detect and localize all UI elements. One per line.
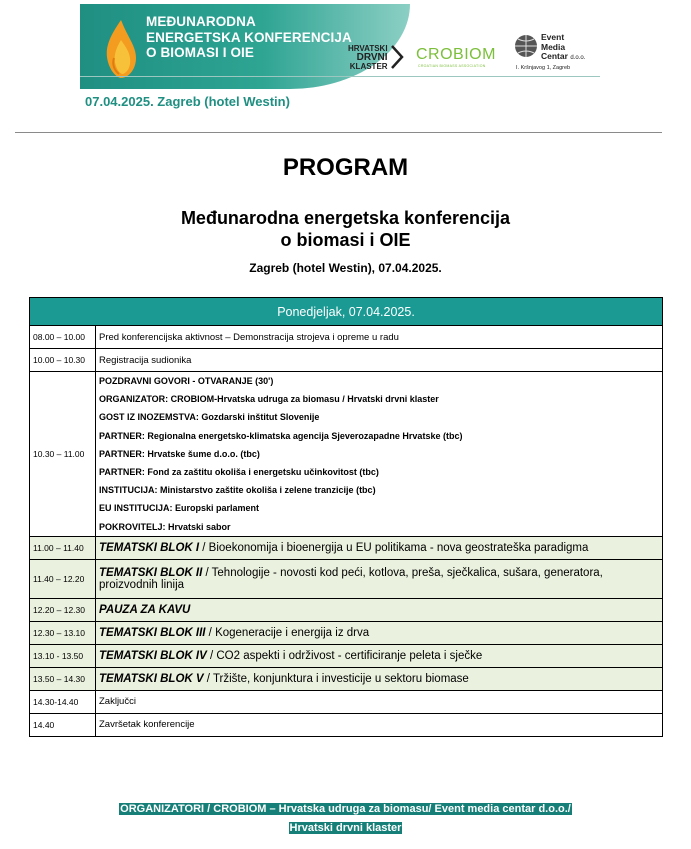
block-name: TEMATSKI BLOK II — [99, 566, 203, 579]
table-row — [30, 349, 663, 372]
activity-cell: Završetak konferencije — [96, 713, 663, 736]
day-header-row — [30, 298, 663, 326]
hdk-logo-line: HRVATSKI — [348, 44, 388, 53]
schedule-table — [29, 297, 663, 737]
day-header: Ponedjeljak, 07.04.2025. — [30, 298, 663, 326]
activity-cell — [96, 667, 663, 690]
banner-title-line: MEĐUNARODNA — [146, 14, 256, 29]
activity-cell — [96, 644, 663, 667]
opening-line: PARTNER: Fond za zaštitu okoliša i energetsku učinkovitost (tbc) — [99, 467, 379, 478]
emc-logo — [541, 33, 585, 64]
banner-title-line: O BIOMASI I OIE — [146, 45, 255, 60]
time-cell: 12.30 – 13.10 — [30, 621, 96, 644]
crobiom-tagline: CROATIAN BIOMASS ASSOCIATION — [418, 64, 486, 68]
table-row — [30, 559, 663, 598]
opening-line: ORGANIZATOR: CROBIOM-Hrvatska udruga za biomasu / Hrvatski drvni klaster — [99, 394, 439, 405]
table-row — [30, 621, 663, 644]
table-row — [30, 326, 663, 349]
footer-text: Hrvatski drvni klaster — [289, 822, 402, 834]
banner-title — [146, 14, 352, 61]
block-description: / Kogeneracije i energija iz drva — [205, 626, 370, 639]
time-cell: 08.00 – 10.00 — [30, 326, 96, 349]
opening-line: POZDRAVNI GOVORI - OTVARANJE (30') — [99, 376, 274, 386]
footer-line — [0, 800, 691, 819]
time-cell: 14.30-14.40 — [30, 690, 96, 713]
table-row — [30, 690, 663, 713]
emc-logo-word: Centar — [541, 51, 568, 61]
flame-logo-icon — [102, 18, 140, 80]
activity-cell: Registracija sudionika — [96, 349, 663, 372]
activity-cell — [96, 559, 663, 598]
time-cell: 14.40 — [30, 713, 96, 736]
table-row — [30, 667, 663, 690]
conference-title-line: o biomasi i OIE — [280, 230, 411, 250]
hdk-logo-line: KLASTER — [349, 62, 388, 71]
activity-cell: Pred konferencijska aktivnost – Demonstracija strojeva i opreme u radu — [96, 326, 663, 349]
footer-text: ORGANIZATORI / CROBIOM – Hrvatska udruga za biomasu/ Event media centar d.o.o./ — [120, 803, 571, 815]
block-description: / CO2 aspekti i održivost - certificiranje peleta i sječke — [206, 649, 483, 662]
table-row — [30, 713, 663, 736]
block-description: / Bioekonomija i bioenergija u EU politikama - nova geostrateška paradigma — [199, 541, 589, 554]
emc-logo-line — [541, 52, 585, 64]
block-description: / Tržište, konjunktura i investicije u sektoru biomase — [203, 672, 469, 685]
block-name: TEMATSKI BLOK III — [99, 626, 206, 639]
footer-line — [0, 819, 691, 838]
program-heading: PROGRAM — [282, 154, 409, 181]
crobiom-logo: CROBIOM — [416, 46, 496, 63]
opening-line: EU INSTITUCIJA: Europski parlament — [99, 503, 260, 514]
hdk-logo — [348, 44, 388, 71]
activity-cell — [96, 598, 663, 621]
conference-subtitle: Zagreb (hotel Westin), 07.04.2025. — [249, 261, 442, 275]
block-description: / Tehnologije - novosti kod peći, kotlova, preša, sječkalica, sušara, generatora, proizvodnih linija — [99, 566, 603, 591]
block-name: TEMATSKI BLOK IV — [99, 649, 207, 662]
block-name: TEMATSKI BLOK I — [99, 541, 200, 554]
hdk-logo-line: DRVNI — [356, 52, 388, 63]
time-cell: 13.50 – 14.30 — [30, 667, 96, 690]
block-name: TEMATSKI BLOK V — [99, 672, 204, 685]
emc-doo: d.o.o. — [570, 55, 586, 61]
table-row — [30, 598, 663, 621]
time-cell: 11.40 – 12.20 — [30, 559, 96, 598]
table-row — [30, 372, 663, 537]
table-row — [30, 536, 663, 559]
opening-line: INSTITUCIJA: Ministarstvo zaštite okoliša i zelene tranzicije (tbc) — [99, 485, 376, 496]
emc-logo-line: Event — [541, 32, 565, 42]
time-cell: 10.00 – 10.30 — [30, 349, 96, 372]
opening-line: GOST IZ INOZEMSTVA: Gozdarski inštitut Slovenije — [99, 412, 320, 423]
opening-speeches-cell — [96, 372, 663, 537]
opening-line: PARTNER: Regionalna energetsko-klimatska agencija Sjeverozapadne Hrvatske (tbc) — [99, 430, 463, 441]
hdk-mark-icon — [390, 44, 404, 70]
emc-globe-icon — [514, 33, 538, 63]
activity-cell: Zaključci — [96, 690, 663, 713]
block-name: PAUZA ZA KAVU — [99, 603, 191, 616]
banner-divider — [80, 76, 600, 77]
table-row — [30, 644, 663, 667]
activity-cell — [96, 621, 663, 644]
emc-logo-line: Media — [541, 41, 566, 52]
opening-line: POKROVITELJ: Hrvatski sabor — [99, 521, 231, 532]
organizers-footer — [0, 800, 691, 838]
header-banner — [80, 4, 600, 89]
time-cell: 13.10 - 13.50 — [30, 644, 96, 667]
time-cell: 12.20 – 12.30 — [30, 598, 96, 621]
opening-line: PARTNER: Hrvatske šume d.o.o. (tbc) — [99, 448, 260, 459]
event-date: 07.04.2025. Zagreb (hotel Westin) — [85, 94, 290, 109]
emc-address: I. Kršnjavog 1, Zagreb — [516, 65, 571, 71]
banner-title-line: ENERGETSKA KONFERENCIJA — [146, 29, 352, 45]
time-cell: 11.00 – 11.40 — [30, 536, 96, 559]
time-cell: 10.30 – 11.00 — [30, 372, 96, 537]
activity-cell — [96, 536, 663, 559]
conference-title-line: Međunarodna energetska konferencija — [180, 208, 511, 228]
conference-title — [0, 207, 691, 251]
header-rule — [15, 132, 662, 133]
